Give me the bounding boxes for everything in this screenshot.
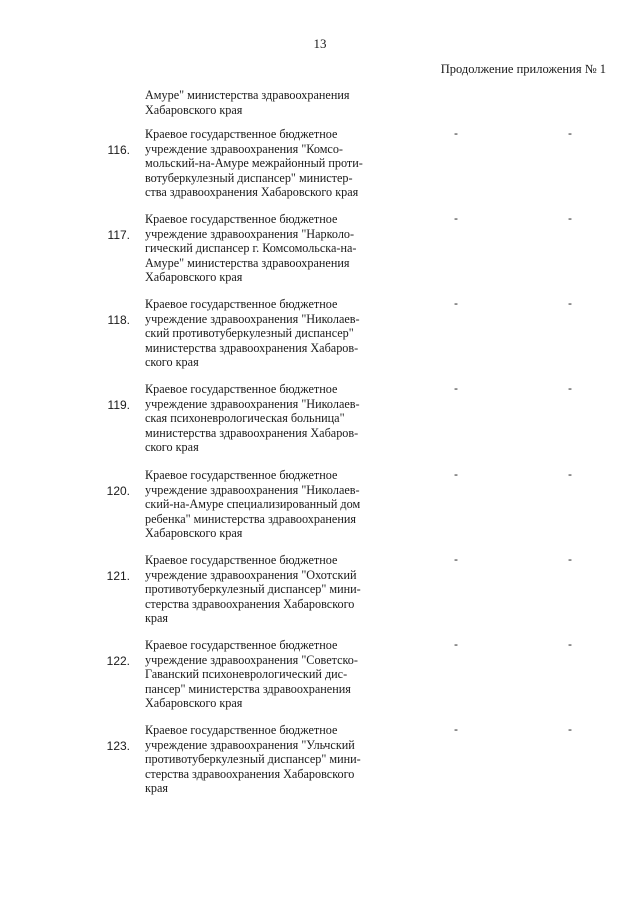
entry-number: 117. (107, 228, 130, 242)
entry-text: Краевое государственное бюджетное учреждение здравоохранения "Советско- Гаванский психоневрологический дис- пансер" министерства здравоохранения Хабаровского края (145, 638, 358, 711)
entry-value-column-a: - (454, 126, 458, 140)
entry-value-column-b: - (568, 211, 572, 225)
entry-text: Краевое государственное бюджетное учреждение здравоохранения "Ульчский противотуберкулезный диспансер" мини- стерства здравоохранения Хабаровского края (145, 723, 361, 796)
entry-value-column-a: - (454, 722, 458, 736)
entry-number: 122. (106, 654, 130, 668)
entry-value-column-a: - (454, 637, 458, 651)
entry-value-column-a: - (454, 467, 458, 481)
table-row (0, 553, 640, 633)
entry-value-column-b: - (568, 467, 572, 481)
entry-value-column-a: - (454, 211, 458, 225)
entry-number: 121. (106, 569, 130, 583)
entry-value-column-a: - (454, 381, 458, 395)
entry-text: Краевое государственное бюджетное учреждение здравоохранения "Николаев- ский противотуберкулезный диспансер" министерства здравоохранения Хабаров- ского края (145, 297, 360, 370)
entry-text: Краевое государственное бюджетное учреждение здравоохранения "Нарколо- гический диспансер г. Комсомольска-на- Амуре" министерства здравоохранения Хабаровского края (145, 212, 357, 285)
table-row (0, 212, 640, 292)
entry-number: 120. (106, 484, 130, 498)
entry-text: Краевое государственное бюджетное учреждение здравоохранения "Николаев- ский-на-Амуре специализированный дом ребенка" министерства здравоохранения Хабаровского края (145, 468, 361, 541)
page-number: 13 (313, 36, 327, 51)
entry-number: 119. (107, 398, 130, 412)
table-row (0, 297, 640, 377)
continuation-title: Продолжение приложения № 1 (440, 62, 606, 76)
entry-text: Краевое государственное бюджетное учреждение здравоохранения "Охотский противотуберкулезный диспансер" мини- стерства здравоохранения Хабаровского края (145, 553, 361, 626)
entry-value-column-a: - (454, 296, 458, 310)
entry-number: 123. (106, 739, 130, 753)
entry-value-column-b: - (568, 126, 572, 140)
entry-value-column-b: - (568, 296, 572, 310)
entry-number: 118. (107, 313, 130, 327)
entry-text: Краевое государственное бюджетное учреждение здравоохранения "Николаев- ская психоневрологическая больница" министерства здравоохранения Хабаров- ского края (145, 382, 360, 455)
entry-value-column-b: - (568, 552, 572, 566)
entry-value-column-a: - (454, 552, 458, 566)
table-row (0, 468, 640, 548)
table-row (0, 638, 640, 718)
table-row (0, 382, 640, 462)
table-row (0, 127, 640, 207)
entry-text: Краевое государственное бюджетное учреждение здравоохранения "Комсо- мольский-на-Амуре межрайонный проти- вотуберкулезный диспансер" министер- ства здравоохранения Хабаровского края (145, 127, 363, 200)
entry-value-column-b: - (568, 722, 572, 736)
entry-value-column-b: - (568, 637, 572, 651)
table-row (0, 723, 640, 803)
entry-value-column-b: - (568, 381, 572, 395)
carry-over-text: Амуре" министерства здравоохранения Хабаровского края (145, 88, 350, 117)
entry-number: 116. (107, 143, 130, 157)
